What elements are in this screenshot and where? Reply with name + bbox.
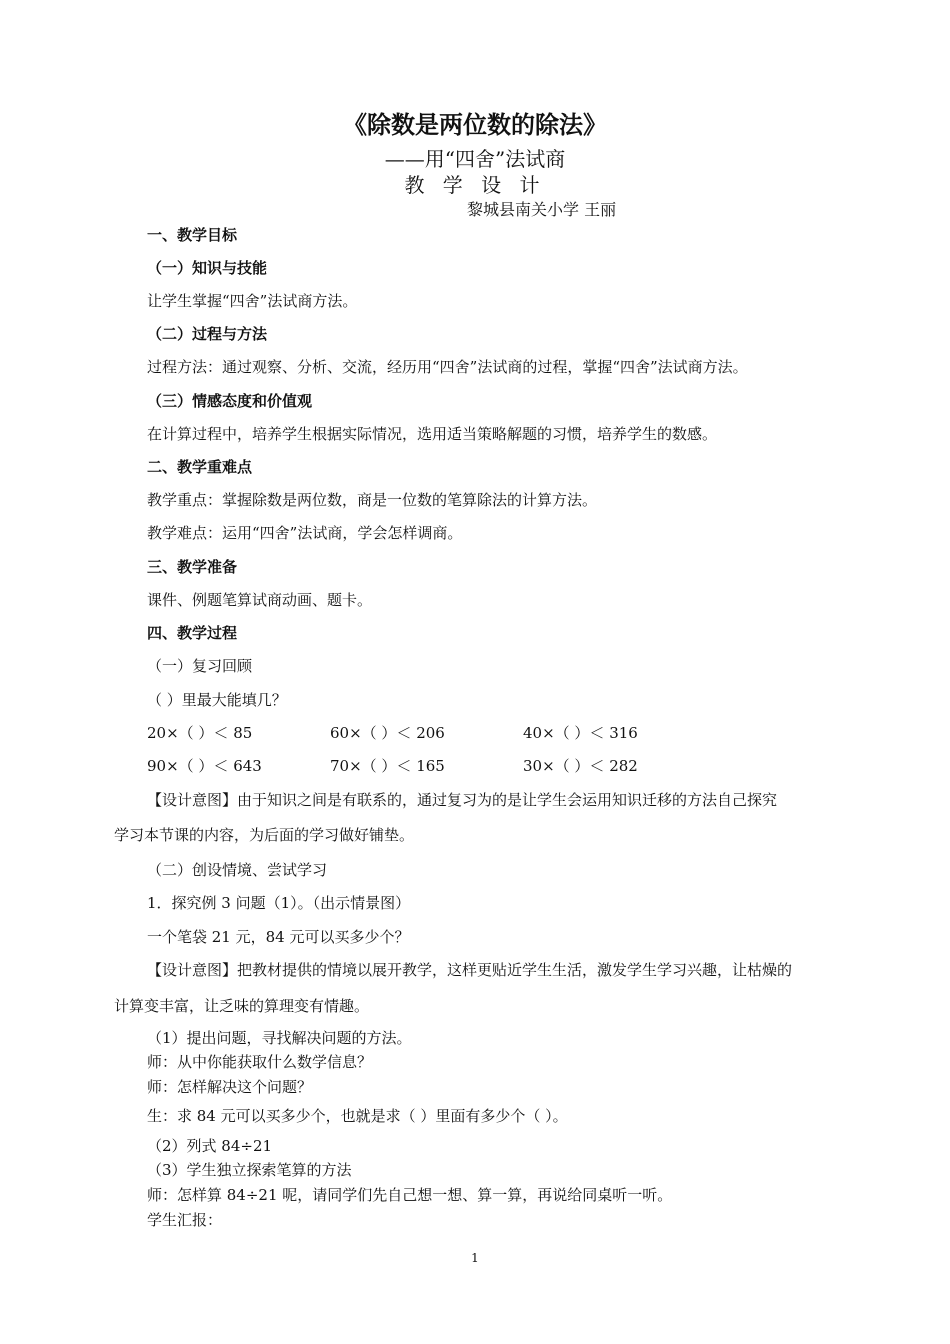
paragraph: 师：从中你能获取什么数学信息？ [147,1053,373,1071]
subsection-heading: （三）情感态度和价值观 [147,392,313,410]
paragraph: （1）提出问题，寻找解决问题的方法。 [147,1029,412,1047]
paragraph: 生：求 84 元可以买多少个，也就是求（ ）里面有多少个（ ）。 [147,1107,568,1125]
design-intent: 【设计意图】把教材提供的情境以展开教学，这样更贴近学生生活，激发学生学习兴趣，让枯燥的 [147,961,793,979]
subsection-heading: （一）复习回顾 [147,657,253,675]
paragraph: 教学难点：运用“四舍”法试商，学会怎样调商。 [147,524,463,542]
exercise-item: 90×（ ）＜ 643 [147,757,262,775]
paragraph: 师：怎样解决这个问题？ [147,1078,313,1096]
subsection-heading: （二）创设情境、尝试学习 [147,861,328,879]
paragraph: 一个笔袋 21 元，84 元可以买多少个？ [147,928,410,946]
paragraph: 1．探究例 3 问题（1）。（出示情景图） [147,894,411,912]
section-heading: 三、教学准备 [147,558,238,576]
section-heading: 二、教学重难点 [147,458,253,476]
paragraph: 教学重点：掌握除数是两位数，商是一位数的笔算除法的计算方法。 [147,491,598,509]
exercise-item: 20×（ ）＜ 85 [147,724,253,742]
page-number: 1 [471,1251,479,1265]
exercise-item: 60×（ ）＜ 206 [330,724,445,742]
paragraph: （3）学生独立探索笔算的方法 [147,1161,352,1179]
exercise-item: 40×（ ）＜ 316 [523,724,638,742]
subsection-heading: （二）过程与方法 [147,325,268,343]
paragraph: 过程方法：通过观察、分析、交流，经历用“四舍”法试商的过程，掌握“四舍”法试商方法。 [147,358,748,376]
paragraph: 学生汇报： [147,1211,223,1229]
doc-type: 教 学 设 计 [404,173,546,197]
design-intent: 学习本节课的内容，为后面的学习做好铺垫。 [114,826,415,844]
paragraph: 让学生掌握“四舍”法试商方法。 [147,292,358,310]
paragraph: 课件、例题笔算试商动画、题卡。 [147,591,373,609]
paragraph: 师：怎样算 84÷21 呢，请同学们先自己想一想、算一算，再说给同桌听一听。 [147,1186,673,1204]
exercise-item: 70×（ ）＜ 165 [330,757,445,775]
section-heading: 一、教学目标 [147,226,238,244]
design-intent: 【设计意图】由于知识之间是有联系的，通过复习为的是让学生会运用知识迁移的方法自己探究 [147,791,778,809]
paragraph: （ ）里最大能填几？ [147,691,287,709]
paragraph: 在计算过程中，培养学生根据实际情况，选用适当策略解题的习惯，培养学生的数感。 [147,425,718,443]
subsection-heading: （一）知识与技能 [147,259,268,277]
paragraph: （2）列式 84÷21 [147,1137,273,1155]
section-heading: 四、教学过程 [147,624,238,642]
exercise-item: 30×（ ）＜ 282 [523,757,638,775]
doc-subtitle: ——用“四舍”法试商 [384,147,566,171]
doc-title: 《除数是两位数的除法》 [343,110,607,139]
design-intent: 计算变丰富，让乏味的算理变有情趣。 [114,997,370,1015]
doc-author: 黎城县南关小学 王丽 [467,200,617,219]
